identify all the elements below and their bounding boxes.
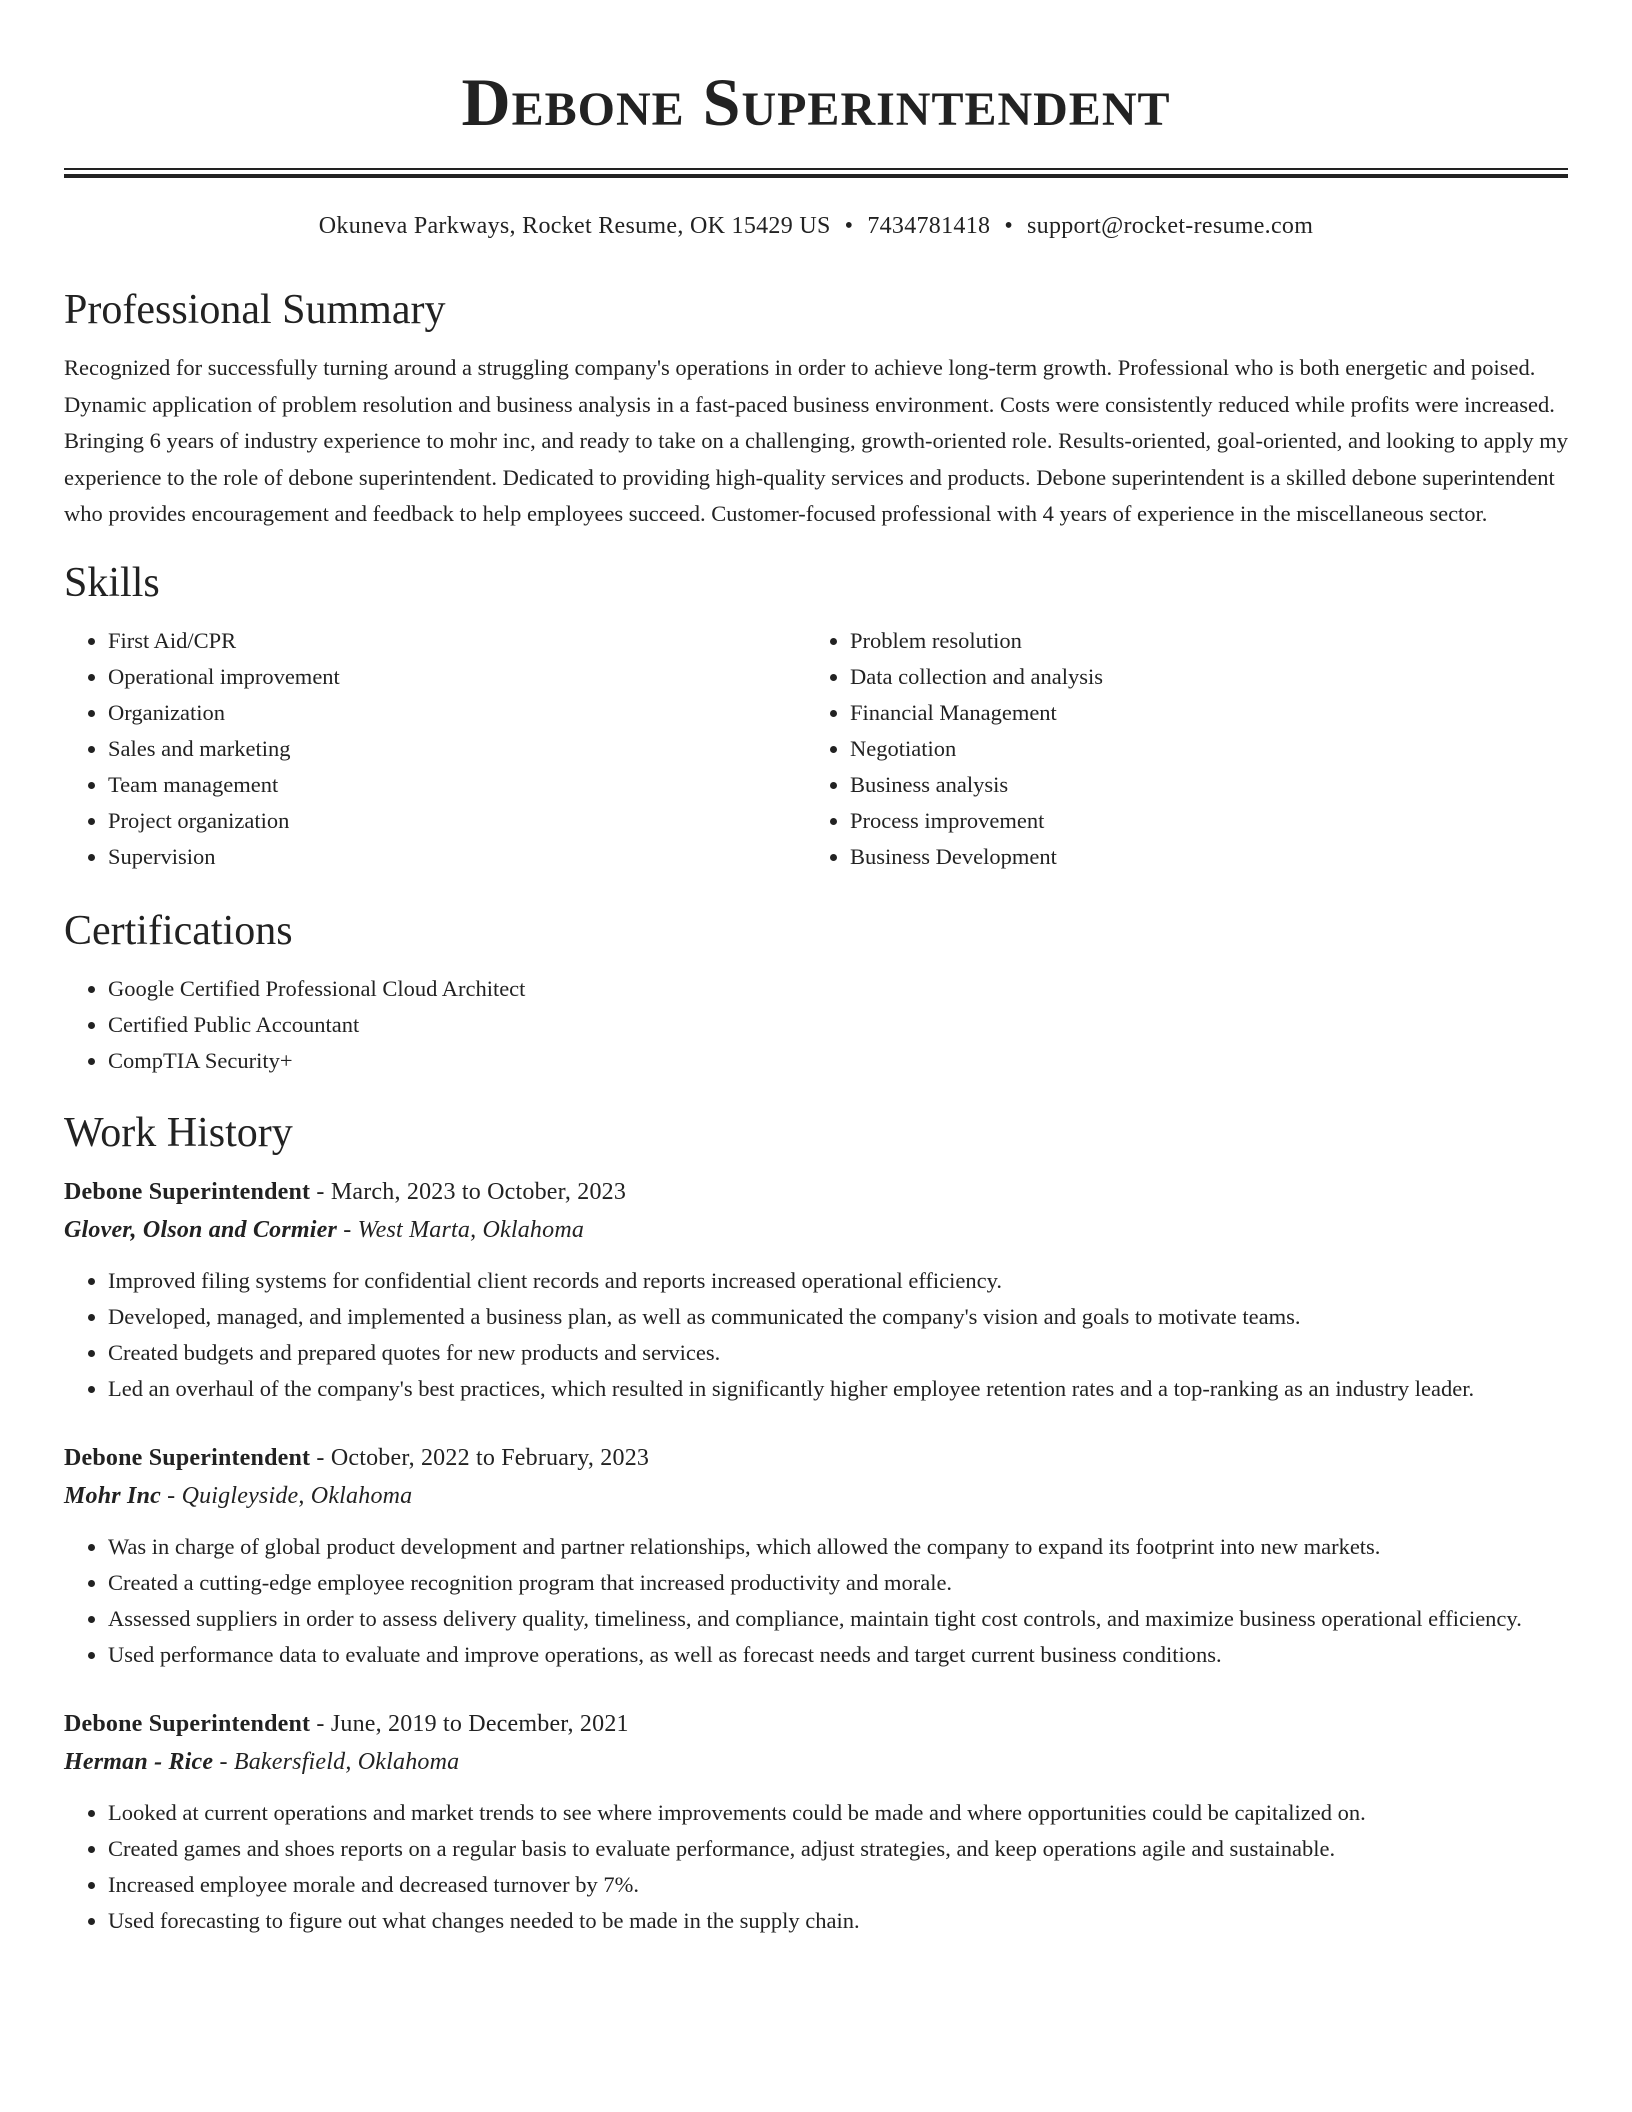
job-bullets (64, 1529, 1568, 1673)
job-bullet: • Used performance data to evaluate and improve operations, as well as forecast needs and target current business conditions. (108, 1637, 1568, 1673)
job-bullet: • Looked at current operations and market trends to see where improvements could be made and where opportunities could be capitalized on. (108, 1795, 1568, 1831)
job-title: Debone Superintendent (64, 1178, 311, 1205)
skill-item: • Project organization (108, 803, 806, 839)
job-company: Glover, Olson and Cormier (64, 1216, 338, 1243)
job-title: Debone Superintendent (64, 1710, 311, 1737)
skill-item: • Business Development (850, 839, 1566, 875)
job-title-line: Debone Superintendent - March, 2023 to October, 2023 (64, 1178, 627, 1205)
contact-phone: 7434781418 (867, 213, 991, 239)
job-dates: June, 2019 to December, 2021 (330, 1710, 629, 1737)
job-location: Quigleyside, Oklahoma (181, 1482, 413, 1509)
skill-item: • Supervision (108, 839, 806, 875)
job-location: West Marta, Oklahoma (357, 1216, 585, 1243)
resume-name: Debone Superintendent (461, 64, 1171, 140)
work-history-heading: Work History (64, 1109, 293, 1156)
job-entry (64, 1173, 1568, 1407)
skills-list-left (64, 623, 806, 875)
job-bullet: • Improved filing systems for confidential client records and reports increased operational efficiency. (108, 1263, 1568, 1299)
job-bullet: • Increased employee morale and decreased turnover by 7%. (108, 1867, 1568, 1903)
skills-heading: Skills (64, 559, 160, 606)
summary-heading: Professional Summary (64, 287, 446, 333)
job-bullet: • Created games and shoes reports on a regular basis to evaluate performance, adjust strategies, and keep operations agile and sustainable. (108, 1831, 1568, 1867)
job-bullet: • Created budgets and prepared quotes for new products and services. (108, 1335, 1568, 1371)
skill-item: • Process improvement (850, 803, 1566, 839)
job-bullet: • Created a cutting-edge employee recognition program that increased productivity and morale. (108, 1565, 1568, 1601)
certification-item: • Certified Public Accountant (108, 1007, 1568, 1043)
contact-address: Okuneva Parkways, Rocket Resume, OK 15429 US (318, 213, 831, 239)
skill-item: • Sales and marketing (108, 731, 806, 767)
job-bullet: • Assessed suppliers in order to assess delivery quality, timeliness, and compliance, maintain tight cost controls, and maximize business operational efficiency. (108, 1601, 1568, 1637)
summary-text: Recognized for successfully turning around a struggling company's operations in order to achieve long-term growth. Professional who is both energetic and poised. Dynamic application of problem resolution and business analysis in a fast-paced business environment. Costs were consistently reduced while profits were increased. Bringing 6 years of industry experience to mohr inc, and ready to take on a challenging, growth-oriented role. Results-oriented, goal-oriented, and looking to apply my experience to the role of debone superintendent. Dedicated to providing high-quality services and products. Debone superintendent is a skilled debone superintendent who provides encouragement and feedback to help employees succeed. Customer-focused professional with 4 years of experience in the miscellaneous sector. (64, 355, 1568, 526)
skills-list-right (806, 623, 1566, 875)
certification-item: • CompTIA Security+ (108, 1043, 1568, 1079)
job-location: Bakersfield, Oklahoma (233, 1748, 460, 1775)
skills-columns (64, 623, 1568, 875)
certifications-heading: Certifications (64, 907, 293, 954)
skill-item: • Operational improvement (108, 659, 806, 695)
job-company: Mohr Inc (64, 1482, 161, 1509)
contact-separator: • (1004, 213, 1014, 239)
certifications-list (64, 971, 1568, 1079)
job-bullet: • Was in charge of global product development and partner relationships, which allowed the company to expand its footprint into new markets. (108, 1529, 1568, 1565)
contact-separator: • (844, 213, 854, 239)
job-title-line: Debone Superintendent - June, 2019 to December, 2021 (64, 1710, 629, 1737)
job-company-line: Herman - Rice - Bakersfield, Oklahoma (64, 1748, 460, 1775)
skill-item: • Organization (108, 695, 806, 731)
job-bullet: • Developed, managed, and implemented a business plan, as well as communicated the company's vision and goals to motivate teams. (108, 1299, 1568, 1335)
job-bullet: • Led an overhaul of the company's best practices, which resulted in significantly higher employee retention rates and a top-ranking as an industry leader. (108, 1371, 1568, 1407)
skill-item: • Business analysis (850, 767, 1566, 803)
skill-item: • Financial Management (850, 695, 1566, 731)
contact-email: support@rocket-resume.com (1027, 213, 1314, 239)
job-bullets (64, 1263, 1568, 1407)
job-entry (64, 1705, 1568, 1939)
job-company-line: Mohr Inc - Quigleyside, Oklahoma (64, 1482, 413, 1509)
job-company: Herman - Rice (64, 1748, 214, 1775)
job-company-line: Glover, Olson and Cormier - West Marta, Oklahoma (64, 1216, 585, 1243)
header-divider (64, 168, 1568, 178)
job-entry (64, 1439, 1568, 1673)
skill-item: • Negotiation (850, 731, 1566, 767)
job-bullet: • Used forecasting to figure out what changes needed to be made in the supply chain. (108, 1903, 1568, 1939)
job-bullets (64, 1795, 1568, 1939)
skill-item: • Problem resolution (850, 623, 1566, 659)
skill-item: • First Aid/CPR (108, 623, 806, 659)
job-dates: March, 2023 to October, 2023 (330, 1178, 627, 1205)
job-title-line: Debone Superintendent - October, 2022 to February, 2023 (64, 1444, 650, 1471)
certification-item: • Google Certified Professional Cloud Architect (108, 971, 1568, 1007)
job-title: Debone Superintendent (64, 1444, 311, 1471)
skill-item: • Team management (108, 767, 806, 803)
job-dates: October, 2022 to February, 2023 (330, 1444, 650, 1471)
contact-line (64, 210, 1568, 242)
skill-item: • Data collection and analysis (850, 659, 1566, 695)
